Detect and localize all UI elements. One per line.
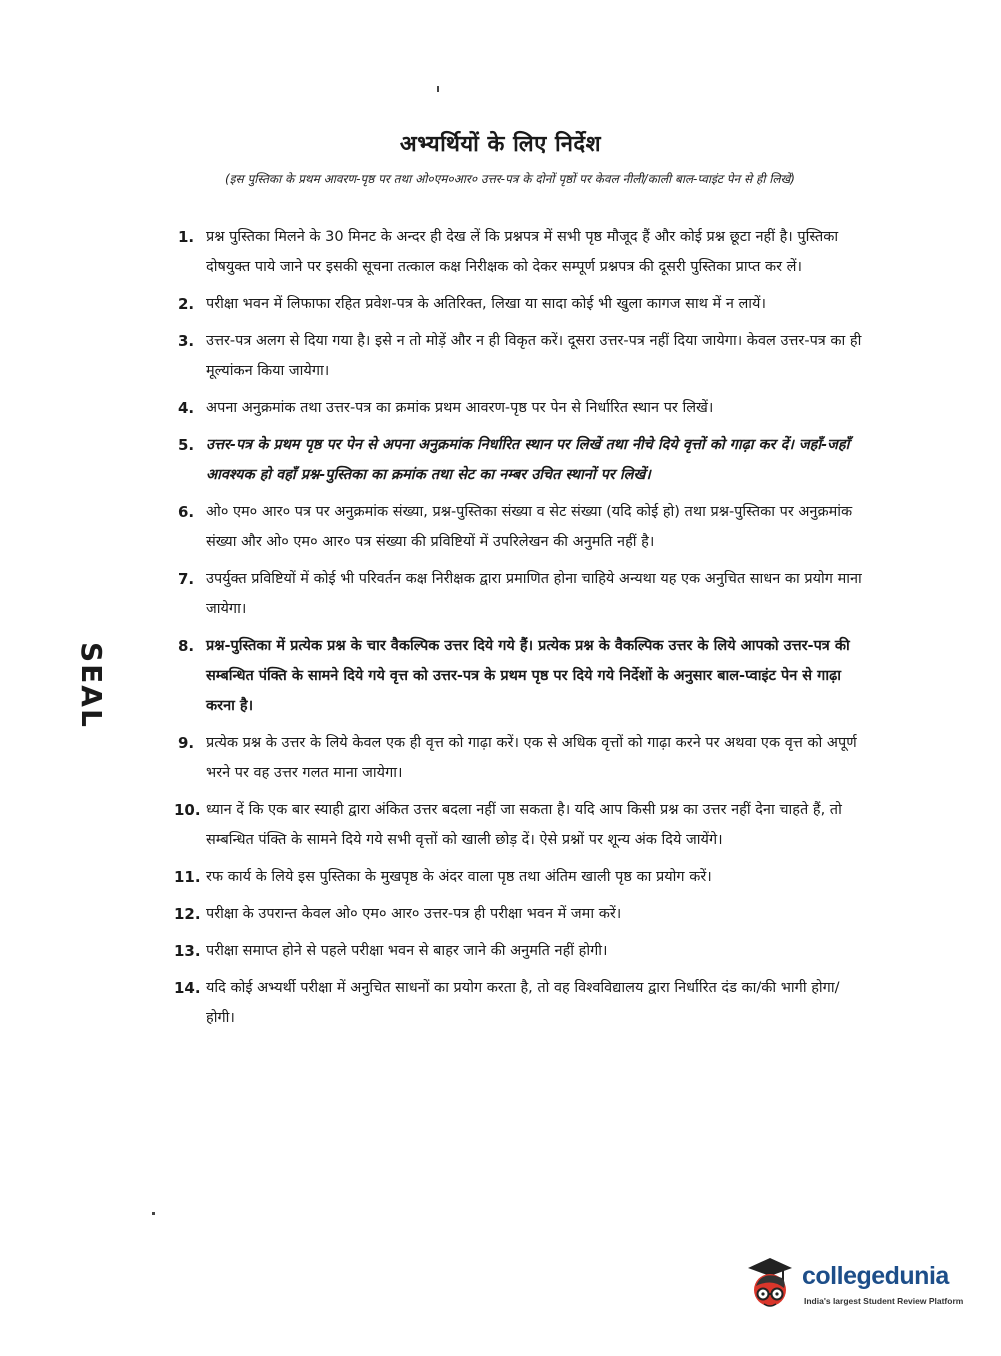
instruction-item — [174, 936, 868, 966]
instruction-item — [178, 631, 868, 721]
instruction-item — [178, 564, 868, 624]
instruction-text: प्रश्न-पुस्तिका में प्रत्येक प्रश्न के चार वैकल्पिक उत्तर दिये गये हैं। प्रत्येक प्रश्न के वैकल्पिक उत्तर के लिये आपको उत्तर-पत्र की सम्बन्धित पंक्ति के सामने दिये गये वृत्त को उत्तर-पत्र के प्रथम पृष्ठ पर दिये गये निर्देशों के अनुसार बाल-प्वाइंट पेन से गाढ़ा करना है। — [206, 638, 850, 714]
instruction-number: 7. — [178, 570, 195, 588]
instruction-item — [178, 289, 868, 319]
instruction-number: 8. — [178, 637, 195, 655]
instruction-number: 9. — [178, 734, 195, 752]
instruction-text: परीक्षा समाप्त होने से पहले परीक्षा भवन से बाहर जाने की अनुमति नहीं होगी। — [206, 943, 608, 959]
mascot-logo-icon — [742, 1256, 798, 1314]
instruction-text: प्रत्येक प्रश्न के उत्तर के लिये केवल एक ही वृत्त को गाढ़ा करें। एक से अधिक वृत्तों को गाढ़ा करने पर अथवा एक वृत्त को अपूर्ण भरने पर वह उत्तर गलत माना जायेगा। — [206, 735, 857, 781]
instruction-text: उत्तर-पत्र के प्रथम पृष्ठ पर पेन से अपना अनुक्रमांक निर्धारित स्थान पर लिखें तथा नीचे दिये वृत्तों को गाढ़ा कर दें। जहाँ-जहाँ आवश्यक हो वहाँ प्रश्न-पुस्तिका का क्रमांक तथा सेट का नम्बर उचित स्थानों पर लिखें। — [206, 437, 850, 483]
instruction-item — [174, 973, 868, 1033]
brand-tagline: India's largest Student Review Platform — [804, 1296, 964, 1306]
instruction-item — [178, 430, 868, 490]
instruction-number: 1. — [178, 228, 195, 246]
instruction-item — [174, 862, 868, 892]
instruction-number: 6. — [178, 503, 195, 521]
collegedunia-watermark — [742, 1250, 972, 1320]
instruction-number: 5. — [178, 436, 195, 454]
instruction-text: ध्यान दें कि एक बार स्याही द्वारा अंकित उत्तर बदला नहीं जा सकता है। यदि आप किसी प्रश्न का उत्तर नहीं देना चाहते हैं, तो सम्बन्धित पंक्ति के सामने दिये गये सभी वृत्तों को खाली छोड़ दें। ऐसे प्रश्नों पर शून्य अंक दिये जायेंगे। — [206, 802, 842, 848]
instruction-number: 4. — [178, 399, 195, 417]
instruction-number: 14. — [174, 979, 201, 997]
instruction-item — [178, 222, 868, 282]
seal-stamp: SEAL — [75, 642, 108, 729]
instruction-number: 2. — [178, 295, 195, 313]
brand-name: collegedunia — [802, 1262, 949, 1290]
scan-speck — [437, 86, 439, 92]
instruction-text: यदि कोई अभ्यर्थी परीक्षा में अनुचित साधनों का प्रयोग करता है, तो वह विश्वविद्यालय द्वारा निर्धारित दंड का/की भागी होगा/होगी। — [206, 980, 840, 1026]
instruction-list — [174, 222, 868, 1040]
instruction-item — [178, 728, 868, 788]
page-title: अभ्यर्थियों के लिए निर्देश — [399, 132, 602, 157]
instruction-number: 12. — [174, 905, 201, 923]
instruction-item — [174, 795, 868, 855]
instruction-item — [178, 326, 868, 386]
instruction-text: ओ० एम० आर० पत्र पर अनुक्रमांक संख्या, प्रश्न-पुस्तिका संख्या व सेट संख्या (यदि कोई हो) तथा प्रश्न-पुस्तिका पर अनुक्रमांक संख्या और ओ० एम० आर० पत्र संख्या की प्रविष्टियों में उपरिलेखन की अनुमति नहीं है। — [206, 504, 853, 550]
instruction-number: 10. — [174, 801, 201, 819]
instruction-text: परीक्षा भवन में लिफाफा रहित प्रवेश-पत्र के अतिरिक्त, लिखा या सादा कोई भी खुला कागज साथ में न लायें। — [206, 296, 766, 312]
instruction-text: उपर्युक्त प्रविष्टियों में कोई भी परिवर्तन कक्ष निरीक्षक द्वारा प्रमाणित होना चाहिये अन्यथा यह एक अनुचित साधन का प्रयोग माना जायेगा। — [206, 571, 862, 617]
instruction-text: प्रश्न पुस्तिका मिलने के 30 मिनट के अन्दर ही देख लें कि प्रश्नपत्र में सभी पृष्ठ मौजूद हैं और कोई प्रश्न छूटा नहीं है। पुस्तिका दोषयुक्त पाये जाने पर इसकी सूचना तत्काल कक्ष निरीक्षक को देकर सम्पूर्ण प्रश्नपत्र की दूसरी पुस्तिका प्राप्त कर लें। — [206, 229, 839, 275]
instruction-item — [178, 497, 868, 557]
scan-speck — [152, 1212, 155, 1215]
instruction-number: 11. — [174, 868, 201, 886]
instruction-text: रफ कार्य के लिये इस पुस्तिका के मुखपृष्ठ के अंदर वाला पृष्ठ तथा अंतिम खाली पृष्ठ का प्रयोग करें। — [206, 869, 712, 885]
instruction-item — [174, 899, 868, 929]
instruction-text: परीक्षा के उपरान्त केवल ओ० एम० आर० उत्तर-पत्र ही परीक्षा भवन में जमा करें। — [206, 906, 622, 922]
instruction-number: 13. — [174, 942, 201, 960]
page-subtitle: (इस पुस्तिका के प्रथम आवरण-पृष्ठ पर तथा ओ०एम०आर० उत्तर-पत्र के दोनों पृष्ठों पर केवल नीली/काली बाल-प्वाइंट पेन से ही लिखें) — [224, 172, 795, 186]
instruction-item — [178, 393, 868, 423]
instruction-text: अपना अनुक्रमांक तथा उत्तर-पत्र का क्रमांक प्रथम आवरण-पृष्ठ पर पेन से निर्धारित स्थान पर लिखें। — [206, 400, 714, 416]
instruction-number: 3. — [178, 332, 195, 350]
instruction-text: उत्तर-पत्र अलग से दिया गया है। इसे न तो मोड़ें और न ही विकृत करें। दूसरा उत्तर-पत्र नहीं दिया जायेगा। केवल उत्तर-पत्र का ही मूल्यांकन किया जायेगा। — [206, 333, 862, 379]
